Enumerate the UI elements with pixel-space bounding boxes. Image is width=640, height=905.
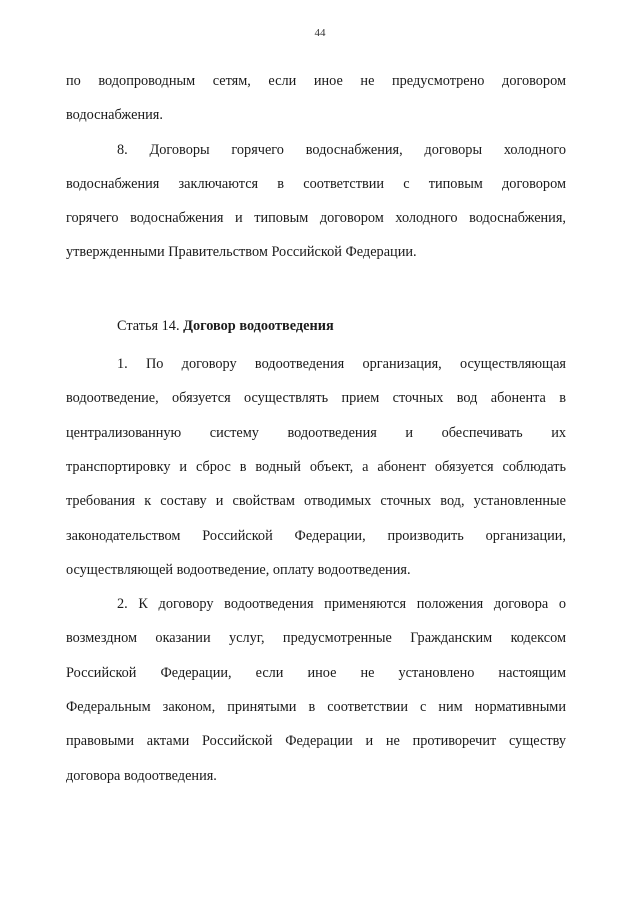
page-number: 44	[314, 27, 326, 39]
text-line: утвержденными Правительством Российской Федерации.	[66, 244, 417, 261]
text-line: водоотведение, обязуется осуществлять прием сточных вод абонента в	[66, 390, 566, 407]
spacer	[66, 270, 566, 309]
text-line: по водопроводным сетям, если иное не предусмотрено договором	[66, 73, 566, 89]
text-line: Российской Федерации, если иное не установлено настоящим	[66, 664, 566, 681]
text-line: 1. По договору водоотведения организация, осуществляющая	[117, 356, 566, 373]
article-number: Статья 14.	[117, 317, 184, 334]
text-line: водоснабжения заключаются в соответствии с типовым договором	[66, 175, 566, 192]
paragraph-item-2	[66, 587, 566, 793]
paragraph-item-1	[66, 347, 566, 587]
text-line: 2. К договору водоотведения применяются положения договора о	[117, 596, 566, 613]
document-body	[66, 64, 566, 793]
text-line: законодательством Российской Федерации, производить организации,	[66, 527, 566, 544]
text-line: транспортировку и сброс в водный объект, а абонент обязуется соблюдать	[66, 458, 566, 475]
text-line: договора водоотведения.	[66, 767, 217, 784]
article-heading	[66, 309, 566, 343]
text-line: осуществляющей водоотведение, оплату водоотведения.	[66, 561, 411, 578]
paragraph-continuation	[66, 64, 566, 133]
article-title: Договор водоотведения	[183, 317, 334, 334]
text-line: централизованную систему водоотведения и обеспечивать их	[66, 424, 566, 441]
text-line: возмездном оказании услуг, предусмотренные Гражданским кодексом	[66, 630, 566, 647]
text-line: Федеральным законом, принятыми в соответствии с ним нормативными	[66, 699, 566, 716]
text-line: требования к составу и свойствам отводимых сточных вод, установленные	[66, 493, 566, 510]
text-line: правовыми актами Российской Федерации и не противоречит существу	[66, 733, 566, 750]
text-line: горячего водоснабжения и типовым договором холодного водоснабжения,	[66, 210, 566, 227]
text-line: 8. Договоры горячего водоснабжения, договоры холодного	[117, 141, 566, 158]
paragraph-item-8	[66, 133, 566, 270]
text-line: водоснабжения.	[66, 107, 163, 124]
